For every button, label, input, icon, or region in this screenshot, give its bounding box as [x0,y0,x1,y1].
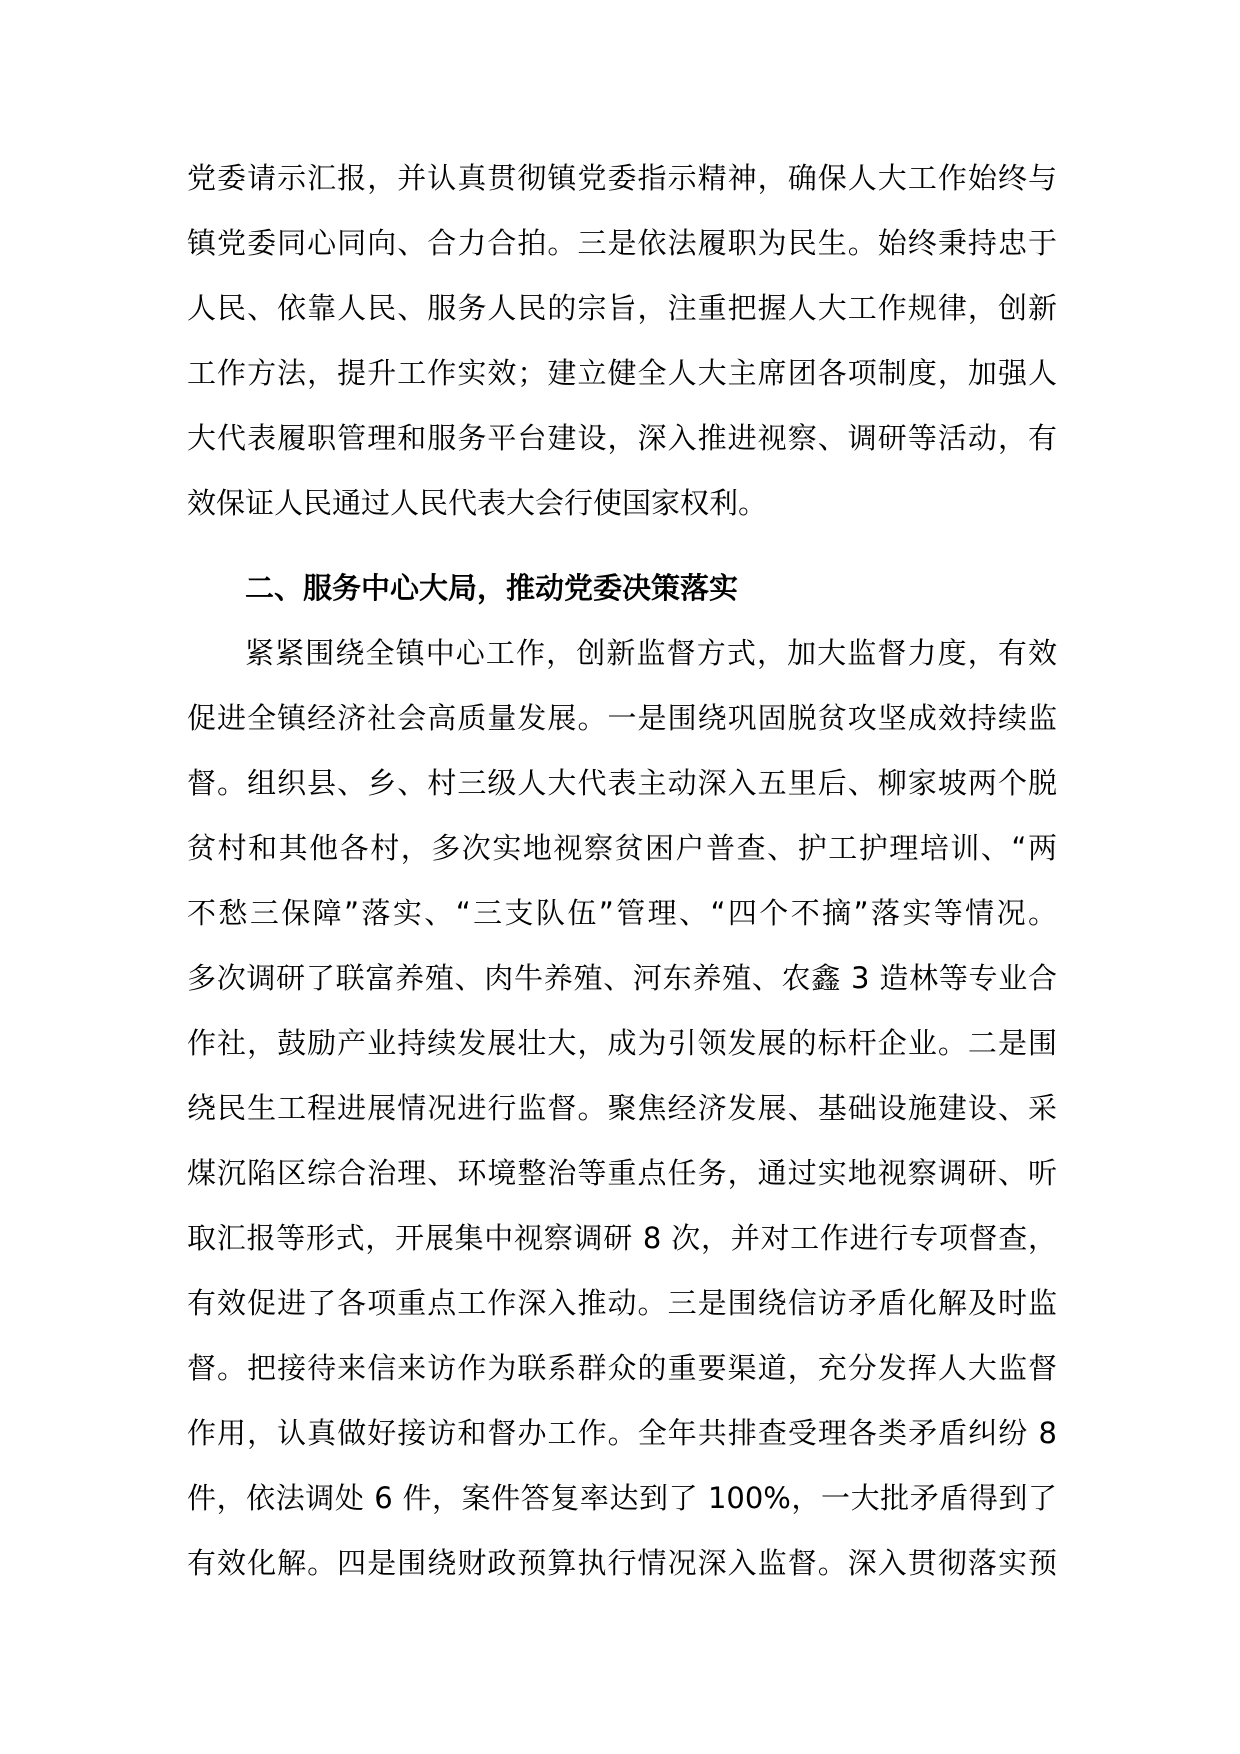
paragraph-line: 效保证人民通过人民代表大会行使国家权利。 [187,486,768,520]
paragraph-line: 作社，鼓励产业持续发展壮大，成为引领发展的标杆企业。二是围 [187,1026,1057,1060]
section-heading: 二、服务中心大局，推动党委决策落实 [245,571,739,605]
paragraph-line: 督。把接待来信来访作为联系群众的重要渠道，充分发挥人大监督 [187,1351,1057,1385]
paragraph-line: 大代表履职管理和服务平台建设，深入推进视察、调研等活动，有 [187,421,1057,455]
paragraph-body [187,621,1057,1596]
paragraph-line: 取汇报等形式，开展集中视察调研 8 次，并对工作进行专项督查， [187,1221,1057,1255]
paragraph-line: 作用，认真做好接访和督办工作。全年共排查受理各类矛盾纠纷 8 [187,1416,1057,1450]
paragraph-line: 有效促进了各项重点工作深入推动。三是围绕信访矛盾化解及时监 [187,1286,1057,1320]
paragraph-line: 镇党委同心同向、合力合拍。三是依法履职为民生。始终秉持忠于 [187,226,1057,260]
paragraph-line: 多次调研了联富养殖、肉牛养殖、河东养殖、农鑫 3 造林等专业合 [187,961,1057,995]
paragraph-line: 督。组织县、乡、村三级人大代表主动深入五里后、柳家坡两个脱 [187,766,1057,800]
paragraph-line: 有效化解。四是围绕财政预算执行情况深入监督。深入贯彻落实预 [187,1546,1057,1580]
paragraph-continuation [187,146,1057,536]
paragraph-line: 贫村和其他各村，多次实地视察贫困户普查、护工护理培训、“两 [187,831,1057,865]
section-heading-block [187,556,1057,621]
paragraph-line: 人民、依靠人民、服务人民的宗旨，注重把握人大工作规律，创新 [187,291,1057,325]
paragraph-line: 不愁三保障”落实、“三支队伍”管理、“四个不摘”落实等情况。 [187,896,1057,930]
paragraph-line: 促进全镇经济社会高质量发展。一是围绕巩固脱贫攻坚成效持续监 [187,701,1057,735]
paragraph-line: 绕民生工程进展情况进行监督。聚焦经济发展、基础设施建设、采 [187,1091,1057,1125]
paragraph-line: 件，依法调处 6 件，案件答复率达到了 100%，一大批矛盾得到了 [187,1481,1057,1515]
paragraph-line: 紧紧围绕全镇中心工作，创新监督方式，加大监督力度，有效 [245,636,1057,670]
paragraph-line: 工作方法，提升工作实效；建立健全人大主席团各项制度，加强人 [187,356,1057,390]
paragraph-line: 党委请示汇报，并认真贯彻镇党委指示精神，确保人大工作始终与 [187,161,1057,195]
paragraph-line: 煤沉陷区综合治理、环境整治等重点任务，通过实地视察调研、听 [187,1156,1057,1190]
